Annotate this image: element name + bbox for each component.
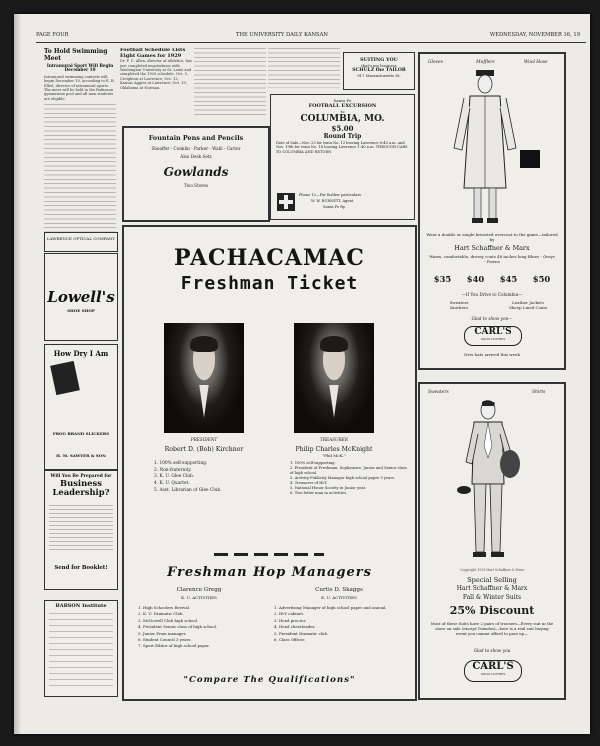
carls-logo-text: CARL'S [474,327,512,337]
hop-right-items [274,605,408,643]
president-item: 3. K. U. Glee Club. [154,474,195,480]
howdry-title: How Dry I Am [53,349,109,358]
suits-brand: Hart Schaffner & Marx [456,585,528,592]
slicker-illustration [50,361,80,395]
hop-right-item: 5. President Dramatic club. [274,630,329,636]
schedule-text-lines [194,48,266,118]
business-leadership-ad [44,470,118,590]
football-schedule-article [120,48,192,120]
discount-headline: 25% Discount [449,604,535,617]
pachacamac-ticket-ad [122,225,417,701]
treasurer-qualifications [290,461,408,496]
paper-name: THE UNIVERSITY DAILY KANSAN [236,32,328,38]
hop-left-item: 6. Student Council 3 years. [138,637,192,643]
treasurer-nickname: "Phil McK." [322,453,346,458]
wool-hose-label: Wool Hose [524,60,548,65]
excursion-railway: Santa Fe [333,98,352,103]
lowells-sub: SHOE SHOP [67,308,95,313]
lawrence-optical-ad [44,232,118,252]
president-item: 4. K. U. Quartet. [154,481,190,487]
fall-winter-suits: Fall & Winter Suits [462,594,522,601]
swimming-article [44,48,116,238]
treasurer-item: 6. Two-letter man in activities. [290,491,348,495]
treasurer-item: 2. President of Freshman, Sophomore, Junior and Senior class of high school. [290,466,407,475]
news-text-lines [268,48,340,88]
gowlands-fountain-pen-ad [122,126,270,222]
hop-right-item: 1. Advertising Manager of high school paper and annual. [274,605,387,610]
treasurer-item: 1. 100% self-supporting. [290,461,336,465]
president-role: PRESIDENT [190,437,218,442]
business-lead: Will You Be Prepared for [50,474,112,479]
fountain-brands: Sheaffer - Conklin - Parker - Wahl - Carter [151,146,241,151]
lowells-logo: Lowell's [47,288,115,306]
glad-to-show-suits: Glad to show you [473,648,511,653]
carls-logo-bottom [464,660,522,682]
treasurer-photo [294,323,374,433]
gloves-label: Gloves [428,60,443,65]
hop-right-item: 2. Hi-Y cabinet. [274,611,305,617]
carls-logo-sub: GOOD CLOTHES [480,672,506,676]
sawyer-label: H. M. SAWYER & SON [56,453,106,458]
excursion-destination: COLUMBIA, MO. [300,114,385,124]
lowells-ad [44,253,118,341]
shirts-label: Shirts [532,390,546,395]
ticket-title-sub: Freshman Ticket [180,273,359,294]
overcoat-description: Warm, comfortable, dressy coats 48 inches long Blues - Greys - Fawns [429,254,555,264]
treasurer-item: 3. Activity-Publicity Manager high school paper 3 years. [290,476,396,480]
suit-man-illustration [456,398,528,564]
hop-left-item: 5. Junior Prom manager. [138,630,187,636]
copyright-note: Copyright 1928 Hart Schaffner & Marx [460,568,524,572]
president-item: 1. 100% self-supporting. [154,461,208,466]
page-edge [14,14,21,734]
overcoat-tagline: Wear a double or single breasted overcoat to the game—tailored by [426,232,558,242]
swimming-text-lines [44,104,116,234]
treasurer-item: 4. Treasurer of Hi-Y. [290,481,328,485]
swimming-body: Intramural swimming contests will begin December 10, according to E. R. Elbel, director of intramural sports. The meet will be held in the Robinson gymnasium pool and all men students are eligible. [44,74,115,101]
swimming-title: To Hold Swimming Meet [44,48,108,62]
drive-right-items: Leather Jackets Sheep Lined Coats [508,300,548,310]
fountain-desk: Also Desk Sets [180,154,212,159]
schulz-tailor-ad [343,52,415,90]
special-selling: Special Selling [467,576,517,584]
business-text-lines [49,505,113,553]
price-tag: $50 [532,274,551,284]
carls-logo [464,326,522,346]
new-hats: New hats arrived this week [464,352,520,357]
suiting-tagline: that's my business [361,63,397,68]
hop-left-items [138,605,217,650]
excursion-to: to [340,109,345,114]
president-name: Robert D. (Bob) Kirchner [164,446,244,453]
business-headline: Business Leadership? [52,478,110,497]
swimming-subtitle: Intramural Sport Will Begin December 10 [46,63,114,73]
treasurer-name: Philip Charles McKnight [295,446,373,453]
carls-logo-text: CARL'S [472,661,514,672]
pennant-icon [520,150,540,168]
page-number: PAGE FOUR [36,32,69,38]
gowlands-logo: Gowlands [163,165,229,179]
excursion-agent: W. W. BURNETT, Agent [311,199,354,203]
president-item: 2. Non-fraternity. [154,467,192,473]
overcoat-brand: Hart Schaffner & Marx [454,244,530,252]
babson-ad [44,600,118,697]
excursion-phone: Phone 12—For further particulars [299,193,362,197]
schedule-column [194,48,266,120]
hop-left-item: 1. High Schoolers Revival. [138,605,191,610]
hop-right-item: 6. Class Officer. [274,637,306,643]
hop-left-item: 7. Sport Editor of high school paper. [138,643,210,649]
lawrence-optical-name: LAWRENCE OPTICAL COMPANY [46,236,116,241]
excursion-rail: Santa Fe Ry. [323,205,346,209]
frog-brand-label: FROG BRAND SLICKERS [52,431,110,436]
football-body: Dr. F. C. Allen, director of athletics, has just completed negotiations with Washington University at St. Louis and completed the 1929 schedule. Oct. 5, Creighton at Lawrence; Oct. 12, Kansas Aggies at Lawrence; Oct. 19, Oklahoma at Norman. [120,59,192,90]
excursion-round-trip: Round Trip [323,133,362,140]
hop-right-item: 3. Head proctor. [274,617,307,623]
suits-description: Most of these Suits have 2 pairs of trousers—Every suit in the store on sale (except Tuxedos)—here is a real suit buying event you cannot afford to pass up— [430,621,554,636]
hop-right-name: Curtis D. Skaggs [315,587,363,593]
hop-right-sub: K. U. ACTIVITIES [321,595,357,600]
suiting-title: SUITING YOU [360,57,398,63]
section-divider [214,553,324,556]
masthead [36,30,586,43]
hop-left-item: 2. K. U. Dramatic Club. [138,611,184,617]
president-qualifications [154,461,222,495]
santa-fe-logo-icon [277,193,295,211]
president-photo [164,323,244,433]
mufflers-label: Mufflers [476,60,495,65]
sweaters-label: Sweaters [428,390,449,395]
babson-form-lines [49,613,113,689]
issue-date: WEDNESDAY, NOVEMBER 16, 19 [489,32,580,38]
treasurer-role: TREASURER [320,437,348,442]
hop-left-item: 4. President Senior class of high school. [138,624,218,630]
drive-columbia: —If You Drive to Columbia— [461,292,523,297]
send-booklet: Send for Booklet! [54,565,108,571]
hop-managers-title: Freshman Hop Managers [167,565,372,580]
frog-brand-ad [44,344,118,470]
price-tag: $40 [466,274,485,284]
babson-name: BABSON Institute [55,603,107,609]
ticket-title-party: PACHACAMAC [174,245,365,271]
overcoat-prices [426,274,558,284]
football-title: Football Schedule Lists Eight Games for 1929 [120,48,186,59]
hop-right-item: 4. Head cheerleader. [274,624,316,630]
fountain-stores: Two Stores [184,183,208,188]
campaign-slogan: "Compare The Qualifications" [183,675,356,685]
tailor-name: SCHULZ the TAILOR [352,68,406,73]
hop-left-item: 3. McDowell Club high school. [138,617,199,623]
excursion-price: $5.00 [331,124,354,133]
santa-fe-excursion-ad [270,94,415,220]
news-column [268,48,340,90]
price-tag: $35 [433,274,452,284]
carls-overcoat-ad [418,52,566,370]
treasurer-item: 5. National Honor Society in Junior year. [290,486,367,490]
tailor-address: 917 Massachusetts St. [357,73,401,78]
hop-left-name: Clarence Gregg [176,587,222,593]
president-item: 5. Asst. Librarian of Glee Club. [154,487,222,493]
hop-left-sub: K. U. ACTIVITIES [181,595,217,600]
carls-logo-sub: GOOD CLOTHES [480,337,506,341]
overcoat-man-illustration [450,68,520,228]
carls-suits-ad [418,382,566,700]
price-tag: $45 [499,274,518,284]
excursion-details: Date of Sale—Nov. 23 for train No. 12 leaving Lawrence 8:40 a.m. and Nov. 19th for train No. 18 leaving Lawrence 1:40 a.m. THROUGH CARS TO COLUMBIA AND RETURN [276,141,408,154]
drive-left-items: Sweaters Knickers [449,300,469,310]
fountain-title: Fountain Pens and Pencils [148,134,244,142]
excursion-heading: FOOTBALL EXCURSION [308,103,377,109]
glad-to-show: Glad to show you— [471,316,513,321]
